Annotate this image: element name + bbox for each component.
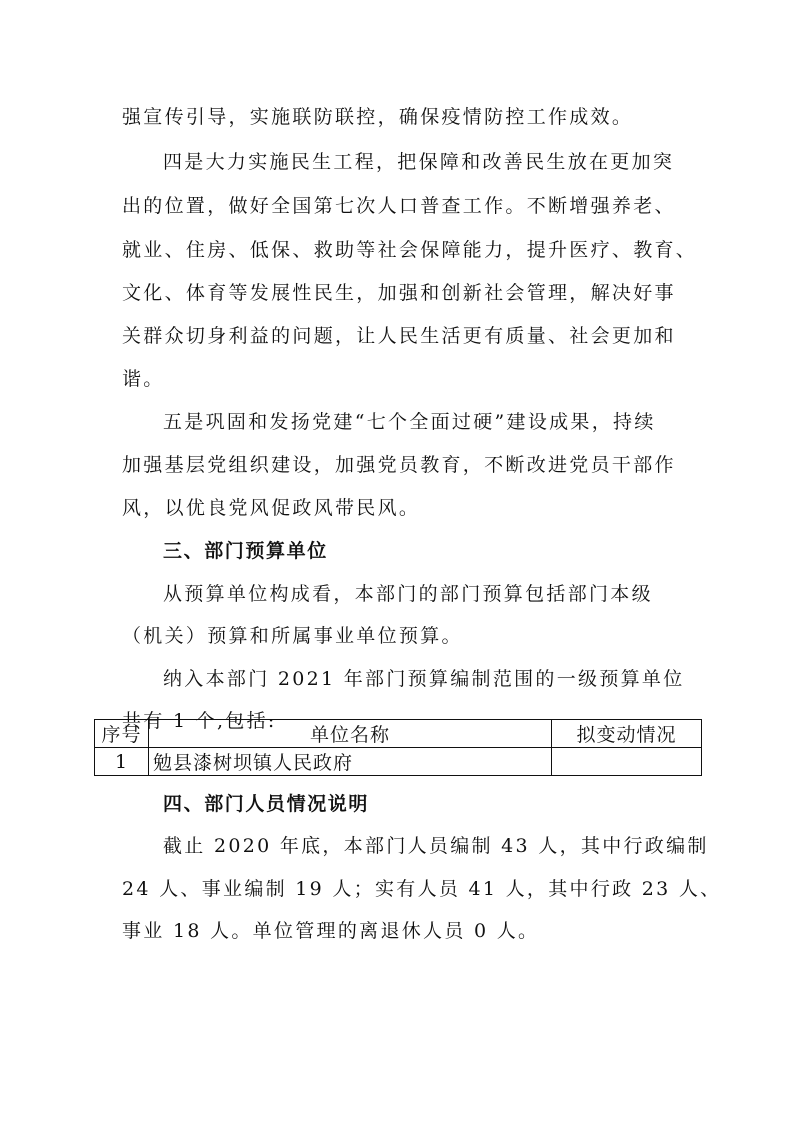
paragraph-line: 事业 18 人。单位管理的离退休人员 0 人。 bbox=[122, 920, 540, 942]
paragraph-line: 五是巩固和发扬党建“七个全面过硬”建设成果，持续 bbox=[163, 411, 656, 433]
paragraph-line: 加强基层党组织建设，加强党员教育，不断改进党员干部作 bbox=[122, 454, 676, 476]
paragraph-line: 风，以优良党风促政风带民风。 bbox=[122, 497, 421, 519]
table-header-row bbox=[95, 720, 702, 748]
column-header-index: 序号 bbox=[95, 720, 149, 748]
paragraph-line: 就业、住房、低保、救助等社会保障能力，提升医疗、教育、 bbox=[122, 239, 698, 261]
cell-change-status bbox=[552, 748, 702, 776]
paragraph-line: （机关）预算和所属事业单位预算。 bbox=[122, 625, 463, 647]
paragraph-line: 谐。 bbox=[122, 368, 165, 390]
paragraph-line: 强宣传引导，实施联防联控，确保疫情防控工作成效。 bbox=[122, 106, 634, 128]
paragraph-line: 从预算单位构成看，本部门的部门预算包括部门本级 bbox=[163, 583, 653, 605]
paragraph-line: 四是大力实施民生工程，把保障和改善民生放在更加突 bbox=[163, 151, 675, 173]
paragraph-line: 截止 2020 年底，本部门人员编制 43 人，其中行政编制 bbox=[163, 835, 709, 857]
paragraph-line: 共有 1 个,包括: bbox=[122, 710, 277, 732]
table-row bbox=[95, 748, 702, 776]
cell-unit-name: 勉县漆树坝镇人民政府 bbox=[149, 748, 552, 776]
budget-units-table bbox=[94, 719, 702, 776]
paragraph-line: 纳入本部门 2021 年部门预算编制范围的一级预算单位 bbox=[163, 668, 685, 690]
cell-index: 1 bbox=[95, 748, 149, 776]
column-header-unit-name: 单位名称 bbox=[149, 720, 552, 748]
section-heading-staff: 四、部门人员情况说明 bbox=[163, 793, 370, 815]
paragraph-line: 出的位置，做好全国第七次人口普查工作。不断增强养老、 bbox=[122, 195, 676, 217]
paragraph-line: 24 人、事业编制 19 人；实有人员 41 人，其中行政 23 人、 bbox=[122, 878, 722, 900]
paragraph-line: 文化、体育等发展性民生，加强和创新社会管理，解决好事 bbox=[122, 282, 676, 304]
paragraph-line: 关群众切身利益的问题，让人民生活更有质量、社会更加和 bbox=[122, 325, 676, 347]
section-heading-budget-units: 三、部门预算单位 bbox=[163, 540, 328, 562]
column-header-change-status: 拟变动情况 bbox=[552, 720, 702, 748]
